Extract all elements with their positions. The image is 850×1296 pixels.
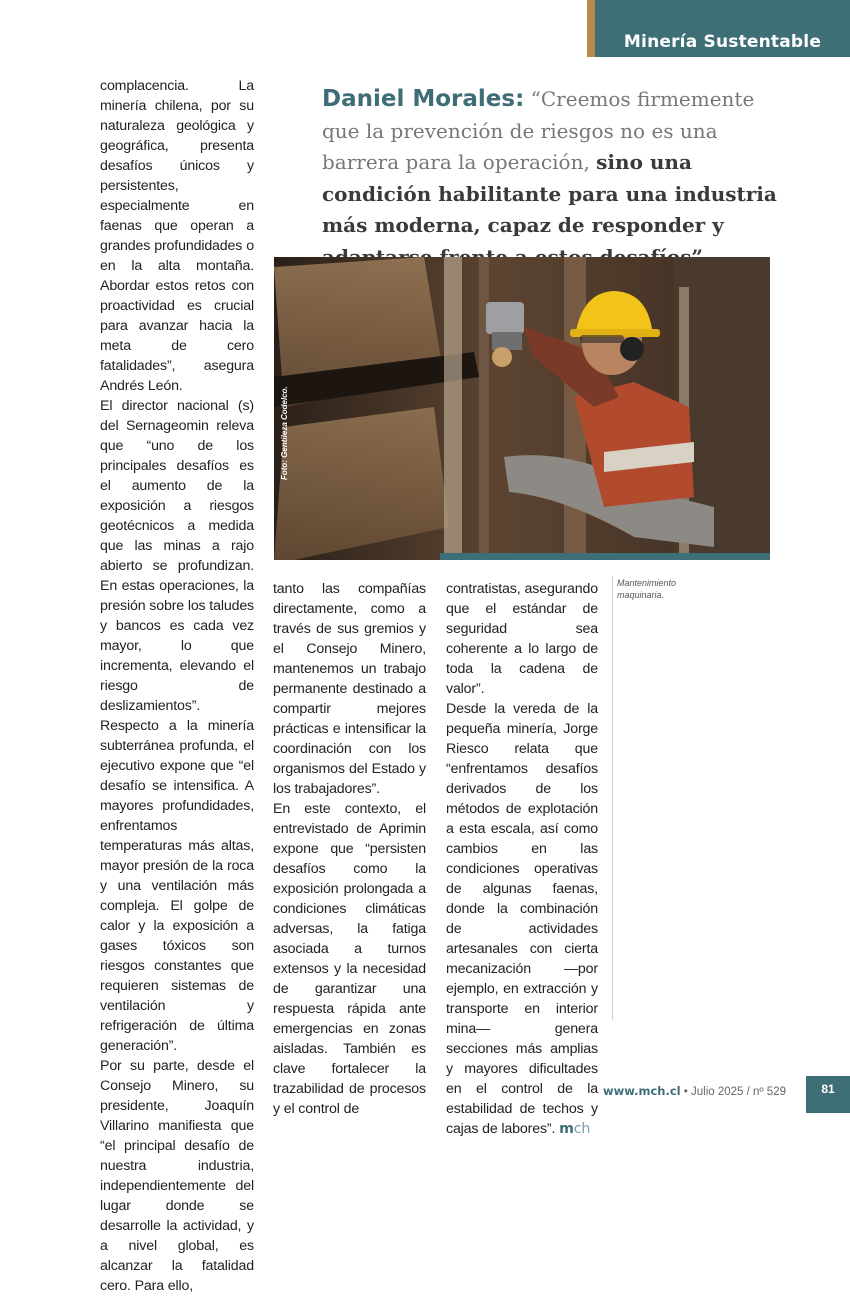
paragraph: tanto las compañías directamente, como a través de sus gremios y el Consejo Minero, mantenemos un trabajo permanente destinado a compartir mejores prácticas e intensificar la coordinación con los organismos del Estado y los trabajadores”.: [273, 581, 426, 797]
end-mark-bold: m: [559, 1121, 574, 1137]
paragraph: Respecto a la minería subterránea profunda, el ejecutivo expone que “el desafío se intensifica. A mayores profundidades, enfrentamos temperaturas más altas, mayor presión de la roca y una ventilación más compleja. El golpe de calor y la exposición a gases tóxicos son riesgos constantes que requieren sistemas de ventilación y refrigeración de última generación”.: [100, 718, 254, 1054]
text-column-3: [446, 579, 598, 1139]
quote-speaker: Daniel Morales:: [322, 86, 525, 112]
quote-light-text: “Creemos firmemente que la prevención de riesgos no es una barrera para la operación,: [322, 87, 755, 174]
footer-issue: • Julio 2025 / nº 529: [680, 1086, 786, 1098]
paragraph: contratistas, asegurando que el estándar de seguridad sea coherente a lo largo de toda la cadena de valor”.: [446, 581, 598, 697]
article-photo: [274, 257, 770, 560]
end-mark-light: ch: [573, 1121, 591, 1137]
photo-credit: Foto: Gentileza Codelco.: [280, 386, 289, 480]
paragraph: Por su parte, desde el Consejo Minero, su presidente, Joaquín Villarino manifiesta que “el principal desafío de nuestra industria, independientemente del lugar donde se desarrolle la actividad, y a nivel global, es alcanzar la fatalidad cero. Para ello,: [100, 1058, 254, 1294]
page-footer: [0, 1076, 850, 1113]
caption-divider: [612, 576, 613, 1020]
pull-quote: [322, 84, 792, 273]
text-column-1: [100, 76, 254, 1296]
paragraph: [446, 699, 598, 1139]
section-tag: [587, 0, 850, 57]
photo-caption: Mantenimiento maquinaria.: [617, 578, 677, 600]
paragraph-text: Desde la vereda de la pequeña minería, Jorge Riesco relata que “enfrentamos desafíos derivados de los métodos de explotación a esta escala, así como cambios en las condiciones operativas de algunas faenas, donde la combinación de actividades artesanales con cierta mecanización —por ejemplo, en extracción y transporte en interior mina— genera secciones más amplias y mayores dificultades en el control de la estabilidad de techos y cajas de labores”.: [446, 701, 598, 1137]
quote-strong-text: sino una condición habilitante para una industria más moderna, capaz de responder y: [322, 150, 777, 237]
paragraph: El director nacional (s) del Sernageomin releva que “uno de los principales desafíos es el aumento de la exposición a riesgos geotécnicos a medida que las minas a rajo abierto se profundizan. En estas operaciones, la presión sobre los taludes y bancos es cada vez mayor, lo que incrementa, elevando el riesgo de deslizamientos”.: [100, 398, 254, 714]
paragraph: complacencia. La minería chilena, por su naturaleza geológica y geográfica, presenta desafíos únicos y persistentes, especialmente en faenas que operan a grandes profundidades o en la alta montaña. Abordar estos retos con proactividad es crucial para avanzar hacia la meta de cero fatalidades”, asegura Andrés León.: [100, 78, 254, 394]
end-mark-logo: [559, 1121, 590, 1137]
footer-info: [603, 1084, 786, 1098]
paragraph: En este contexto, el entrevistado de Aprimin expone que “persisten desafíos como la exposición prolongada a condiciones climáticas adversas, la fatiga asociada a turnos extensos y la necesidad de garantizar una respuesta rápida ante emergencias en zonas aisladas. También es clave fortalecer la trazabilidad de procesos y el control de: [273, 801, 426, 1117]
footer-site-link[interactable]: www.mch.cl: [602, 1084, 681, 1098]
page-number: 81: [806, 1076, 850, 1113]
section-title: Minería Sustentable: [623, 31, 822, 52]
text-column-2: [273, 579, 426, 1119]
mining-worker-photo: [274, 257, 770, 560]
